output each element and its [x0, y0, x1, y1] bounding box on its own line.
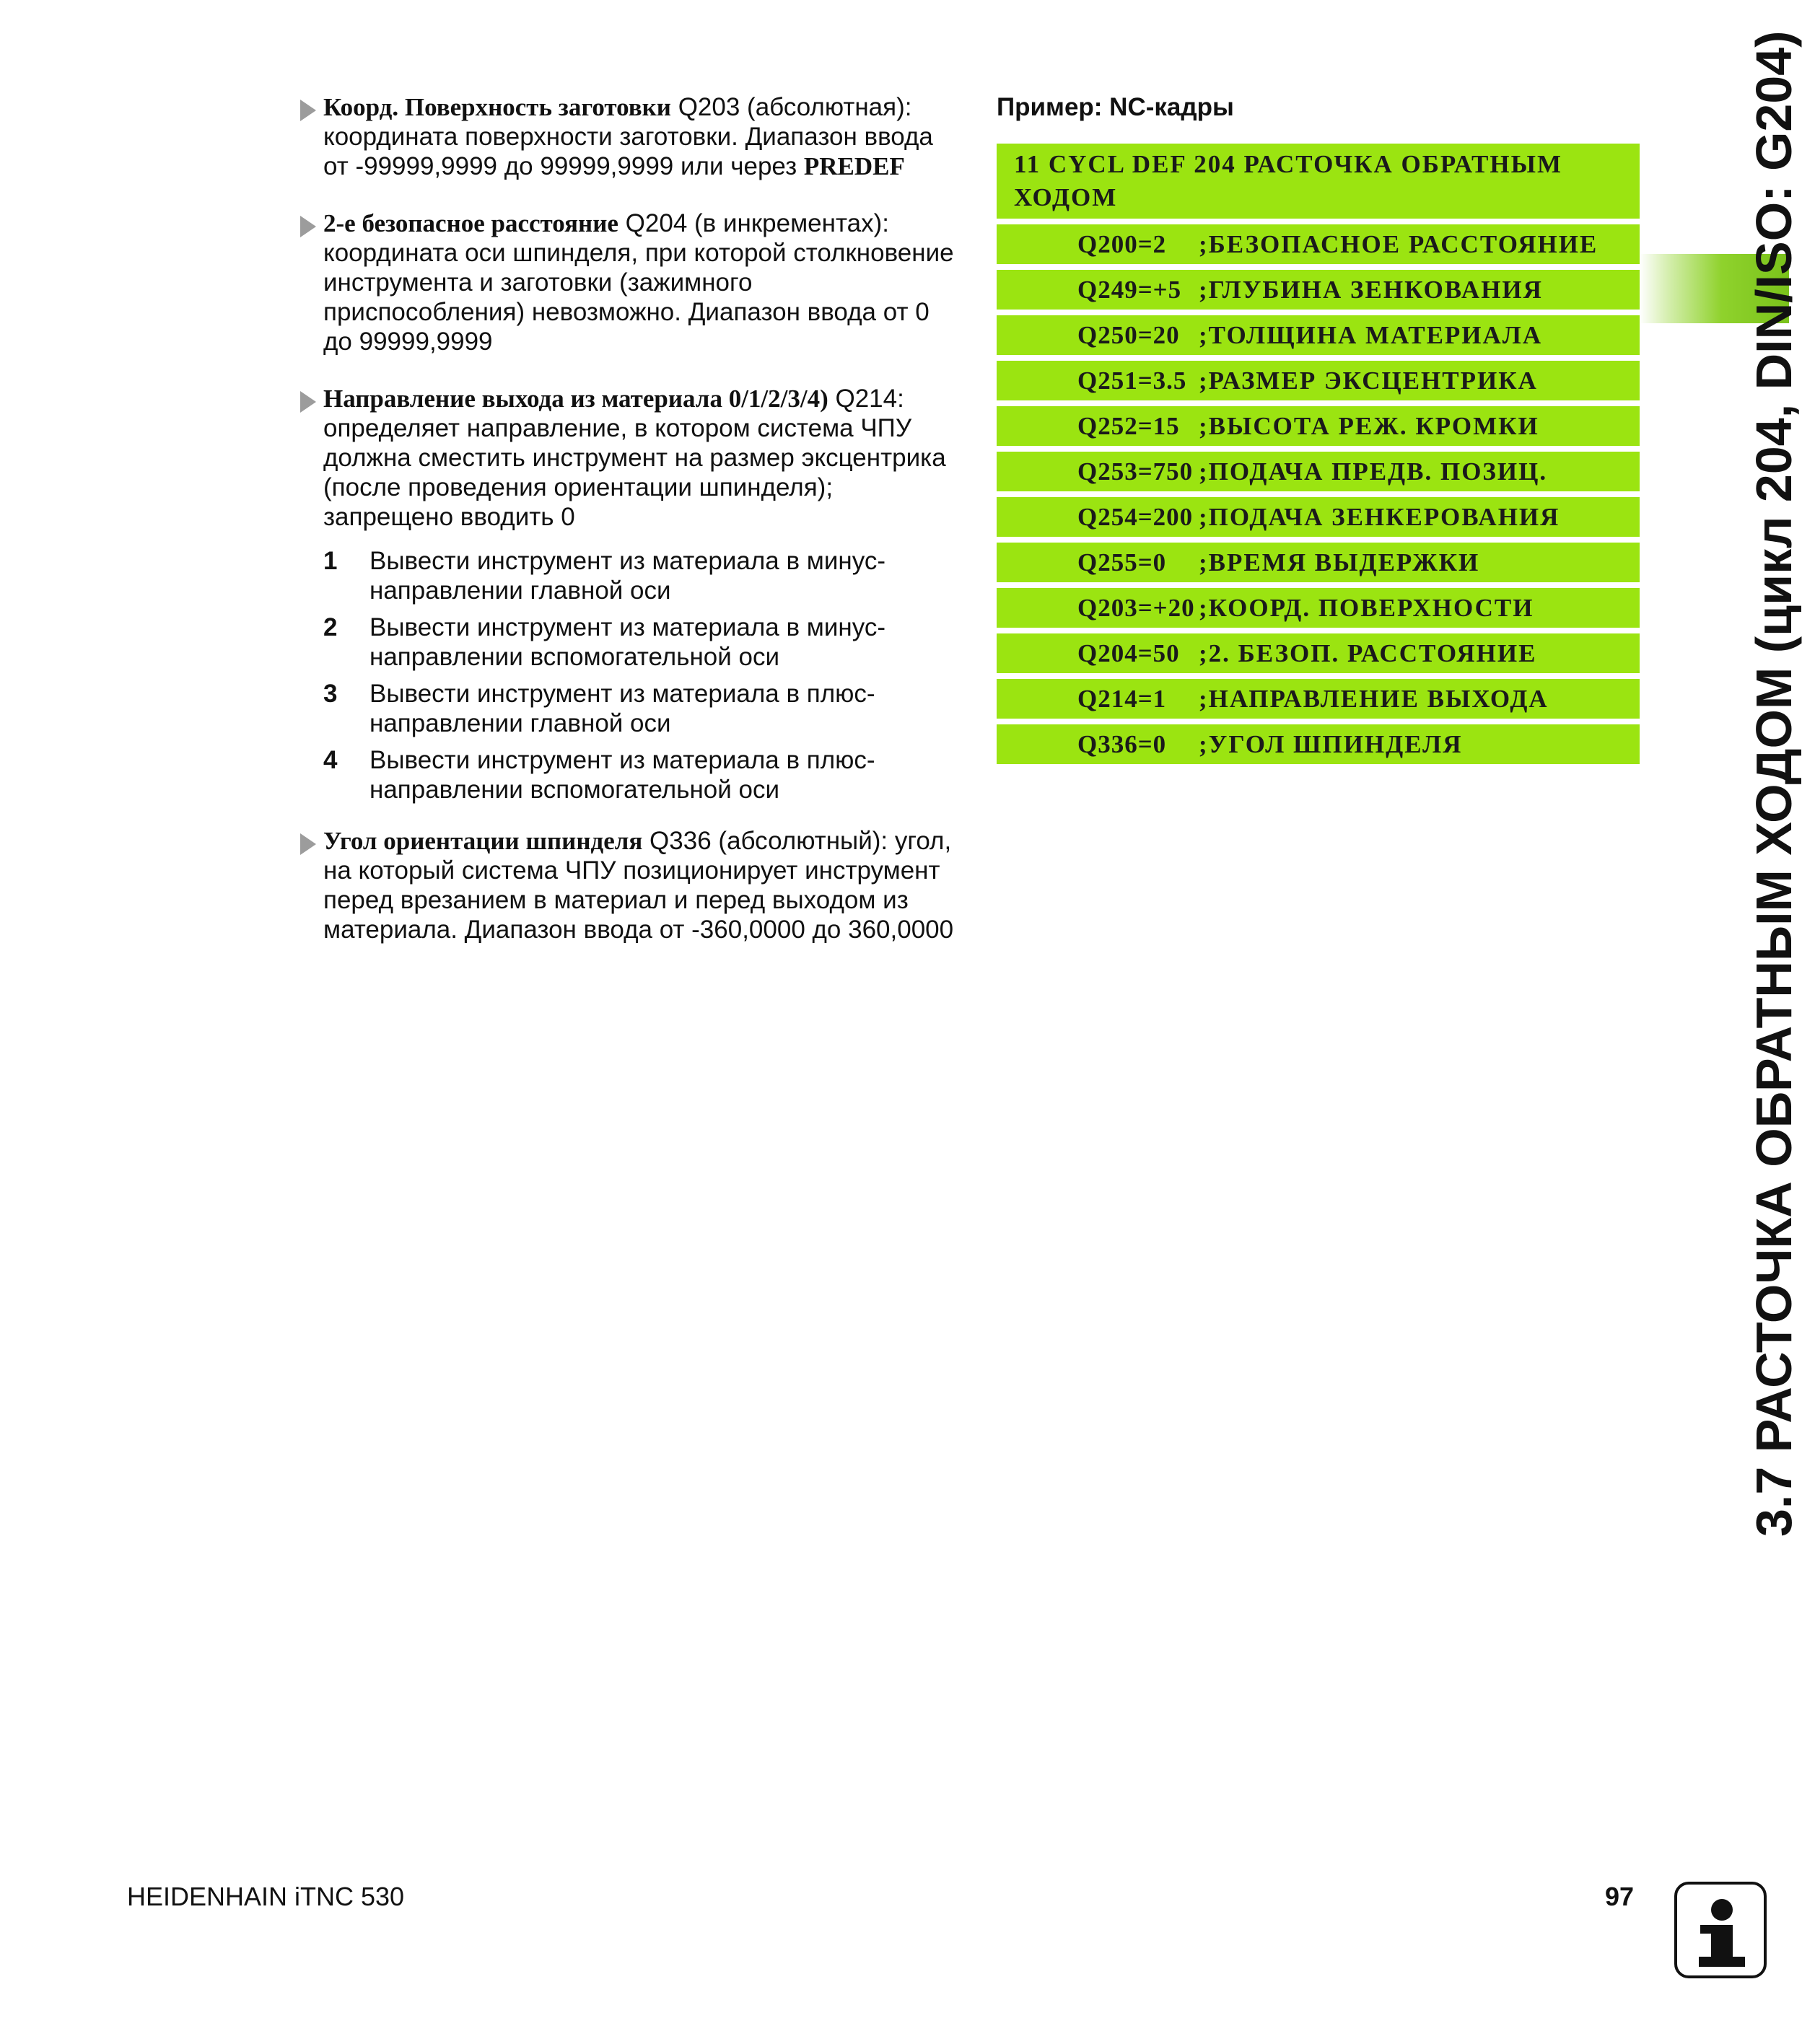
nc-comment: ;ГЛУБИНА ЗЕНКОВАНИЯ [1199, 275, 1543, 304]
param-exit-direction [294, 384, 958, 532]
example-title: Пример: NC-кадры [997, 93, 1234, 121]
nc-param: Q203=+20 [1077, 593, 1195, 622]
info-icon-base [1699, 1957, 1745, 1967]
param-name: Коорд. Поверхность заготовки [323, 93, 671, 121]
param-spindle-angle [294, 826, 958, 944]
nc-comment: ;НАПРАВЛЕНИЕ ВЫХОДА [1199, 684, 1549, 713]
direction-options-list [323, 546, 958, 804]
param-code: Q214 [828, 385, 898, 413]
option-number: 1 [323, 547, 338, 575]
nc-row [997, 224, 1640, 264]
param-text [323, 92, 958, 181]
option-text: Вывести инструмент из материала в плюс-направлении вспомогательной оси [369, 746, 875, 804]
nc-param: Q214=1 [1077, 684, 1167, 713]
nc-comment: ;ВРЕМЯ ВЫДЕРЖКИ [1199, 548, 1480, 576]
nc-comment: ;ПОДАЧА ПРЕДВ. ПОЗИЦ. [1199, 457, 1548, 486]
nc-row [997, 633, 1640, 673]
nc-comment: ;2. БЕЗОП. РАССТОЯНИЕ [1199, 639, 1537, 667]
param-second-safety-distance [294, 209, 958, 356]
nc-row [997, 270, 1640, 310]
nc-param: Q255=0 [1077, 548, 1167, 576]
nc-param: Q252=15 [1077, 411, 1180, 440]
param-code: Q204 [618, 209, 688, 237]
option-number: 3 [323, 680, 338, 708]
option-text: Вывести инструмент из материала в минус-направлении главной оси [369, 547, 885, 605]
option-number: 4 [323, 746, 338, 774]
option-text: Вывести инструмент из материала в плюс-направлении главной оси [369, 680, 875, 737]
param-code: Q203 [670, 93, 740, 121]
nc-param: Q249=+5 [1077, 275, 1182, 304]
nc-comment: ;ТОЛЩИНА МАТЕРИАЛА [1199, 320, 1543, 349]
nc-row [997, 452, 1640, 491]
list-item [323, 745, 958, 804]
nc-comment: ;БЕЗОПАСНОЕ РАССТОЯНИЕ [1199, 229, 1598, 258]
parameter-list [294, 92, 958, 972]
list-item [323, 613, 958, 672]
section-title-vertical: 3.7 РАСТОЧКА ОБРАТНЫМ ХОДОМ (цикл 204, DIN/ISO: G204) [1746, 30, 1802, 1537]
param-text [323, 209, 958, 356]
param-name: Угол ориентации шпинделя [323, 827, 643, 855]
nc-param: Q250=20 [1077, 320, 1180, 349]
nc-cycl-def-line: 11 CYCL DEF 204 РАСТОЧКА ОБРАТНЫМ ХОДОМ [997, 144, 1640, 219]
param-code: Q336 [642, 827, 712, 855]
nc-row [997, 497, 1640, 537]
nc-row [997, 724, 1640, 764]
nc-param: Q200=2 [1077, 229, 1167, 258]
param-text [323, 384, 958, 532]
nc-comment: ;КООРД. ПОВЕРХНОСТИ [1199, 593, 1534, 622]
param-workpiece-surface [294, 92, 958, 181]
option-text: Вывести инструмент из материала в минус-направлении вспомогательной оси [369, 613, 885, 671]
triangle-arrow-icon [300, 833, 316, 855]
param-predef: PREDEF [803, 152, 905, 180]
nc-example-block [997, 144, 1640, 770]
nc-param: Q253=750 [1077, 457, 1194, 486]
param-name: Направление выхода из материала 0/1/2/3/4) [323, 385, 828, 413]
nc-row [997, 361, 1640, 400]
nc-param: Q254=200 [1077, 502, 1194, 531]
nc-param: Q336=0 [1077, 729, 1167, 758]
triangle-arrow-icon [300, 391, 316, 413]
nc-comment: ;ВЫСОТА РЕЖ. КРОМКИ [1199, 411, 1539, 440]
list-item [323, 546, 958, 605]
param-description: (абсолютный): угол, на который система ЧПУ позиционирует инструмент перед врезанием в материал и перед выходом из материала. Диапазон ввода от -360,0000 до 360,0000 [323, 827, 954, 944]
param-description: (в инкрементах): координата оси шпинделя, при которой столкновение инструмента и заготовки (зажимного приспособления) невозможно. Диапазон ввода от 0 до 99999,9999 [323, 209, 954, 356]
page-number: 97 [1605, 1882, 1635, 1911]
nc-comment: ;РАЗМЕР ЭКСЦЕНТРИКА [1199, 366, 1538, 395]
nc-param: Q251=3.5 [1077, 366, 1187, 395]
nc-row [997, 679, 1640, 719]
nc-row [997, 315, 1640, 355]
nc-comment: ;ПОДАЧА ЗЕНКЕРОВАНИЯ [1199, 502, 1560, 531]
info-icon-stem [1711, 1925, 1733, 1961]
nc-row [997, 406, 1640, 446]
info-icon-dot [1711, 1899, 1733, 1921]
param-description: (абсолютная): координата поверхности заготовки. Диапазон ввода от -99999,9999 до 99999,9999 или через [323, 93, 933, 180]
param-description: : определяет направление, в котором система ЧПУ должна сместить инструмент на размер эксцентрика (после проведения ориентации шпинделя); запрещено вводить 0 [323, 385, 946, 531]
param-name: 2-е безопасное расстояние [323, 209, 618, 237]
list-item [323, 679, 958, 738]
nc-row [997, 588, 1640, 628]
triangle-arrow-icon [300, 216, 316, 237]
info-icon [1674, 1882, 1767, 1978]
param-text [323, 826, 958, 944]
nc-comment: ;УГОЛ ШПИНДЕЛЯ [1199, 729, 1463, 758]
triangle-arrow-icon [300, 100, 316, 121]
footer-brand: HEIDENHAIN iTNC 530 [127, 1882, 405, 1911]
nc-row [997, 543, 1640, 582]
nc-param: Q204=50 [1077, 639, 1180, 667]
option-number: 2 [323, 613, 338, 641]
